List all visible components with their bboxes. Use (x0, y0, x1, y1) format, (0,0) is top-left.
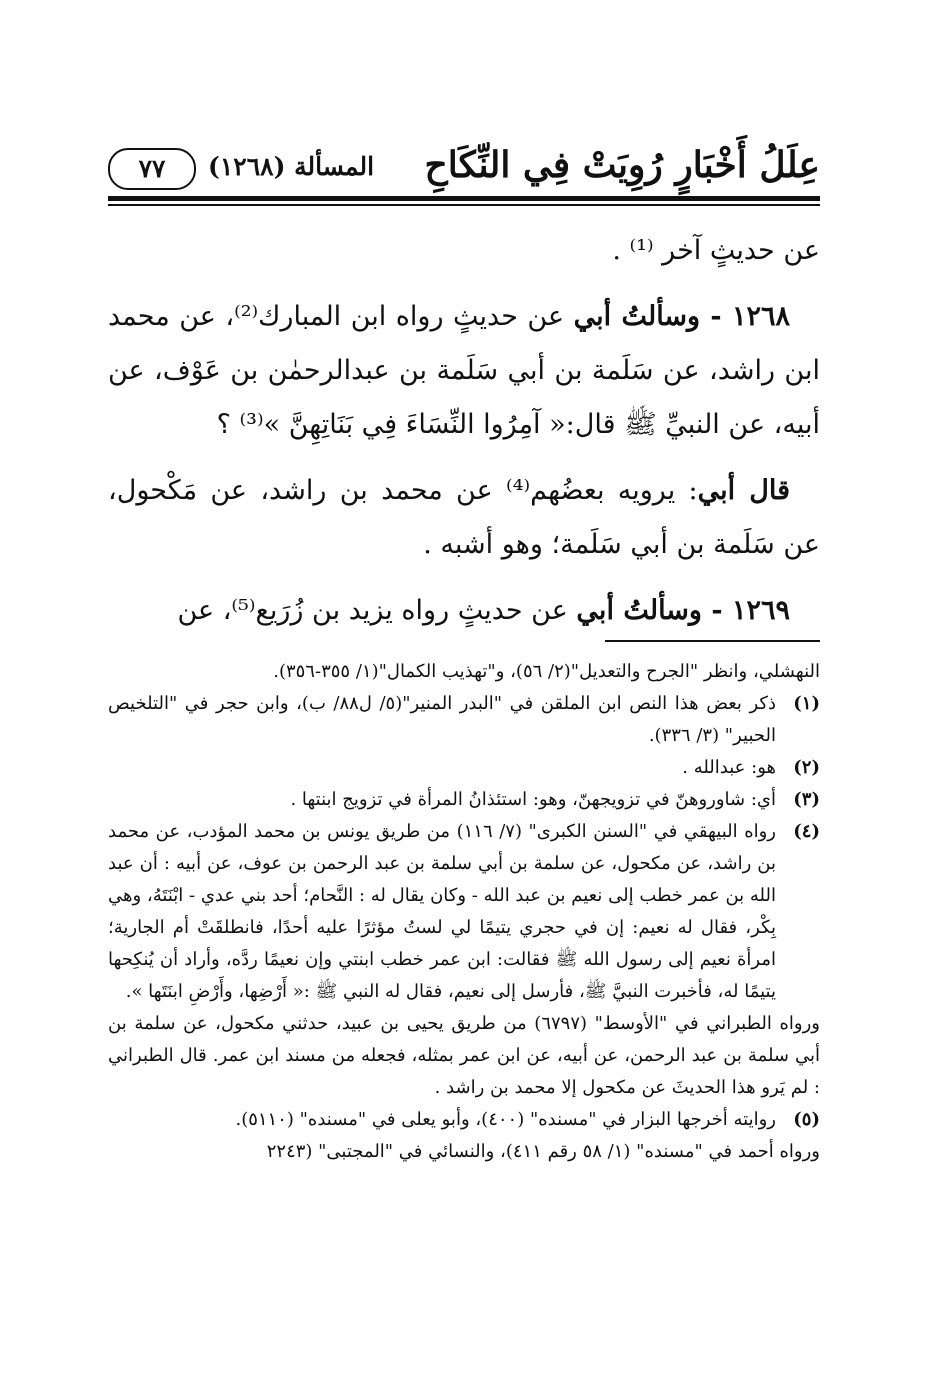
paragraph-continuation: عن حديثٍ آخر ⁽¹⁾ . (612, 235, 820, 266)
issue-1269-paragraph (108, 584, 820, 638)
footnotes (108, 656, 820, 1168)
issue-1269-lead: ١٢٦٩ - وسألتُ أبي (576, 595, 790, 626)
running-header (108, 140, 820, 190)
footnote-5-continuation: ورواه أحمد في "مسنده" (١/ ٥٨ رقم ٤١١)، والنسائي في "المجتبى" (٢٢٤٣ (266, 1141, 820, 1162)
footnote-3-text: أي: شاوروهنّ في تزويجهنّ، وهو: استئذانُ المرأة في تزويج ابنتها . (290, 789, 776, 810)
header-rule-thick (108, 196, 820, 201)
footnote-2 (108, 752, 820, 784)
page-number-badge: ٧٧ (108, 148, 196, 190)
father-answer-lead: قال أبي (697, 475, 790, 506)
footnote-1-text: ذكر بعض هذا النص ابن الملقن في "البدر المنير"(٥/ ل٨٨/ ب)، وابن حجر في "التلخيص الحبير" (٣/ ٣٣٦). (108, 693, 776, 746)
issue-1268-lead: ١٢٦٨ - وسألتُ أبي (573, 301, 790, 332)
footnote-4-text: رواه البيهقي في "السنن الكبرى" (٧/ ١١٦) من طريق يونس بن محمد المؤدب، عن محمد بن راشد، عن مكحول، عن سلمة بن أبي سلمة بن عبد الرحمن بن عوف، عن أبيه : أن عبد الله بن عمر خطب إلى نعيم بن عبد الله - وكان يقال له : النَّحام؛ أحد بني عدي - ابْنَتَهُ، وهي بِكْر، فقال له نعيم: إن في حجري يتيمًا لي لستُ مؤثرًا عليه أحدًا، فانطلقَتْ أم الجارية؛ امرأة نعيم إلى رسول الله ﷺ فقالت: ابن عمر خطب ابنتي وإن نعيمًا ردَّه، وأراد أن يُنكِحها يتيمًا له، فأخبرت النبيَّ ﷺ، فأرسل إلى نعيم، فقال له النبي ﷺ :« أَرْضِها، وأَرْضِ ابنَتَها ». (108, 821, 777, 1002)
footnote-5-number: (٥) (793, 1109, 820, 1130)
main-text (108, 224, 820, 638)
footnote-4-continuation: ورواه الطبراني في "الأوسط" (٦٧٩٧) من طريق يحيى بن عبيد، حدثني مكحول، عن سلمة بن أبي سلمة بن عبد الرحمن، عن أبيه، عن ابن عمر بمثله، فجعله من مسند ابن عمر. قال الطبراني : لم يَرو هذا الحديثَ عن مكحول إلا محمد بن راشد . (108, 1013, 821, 1098)
footnote-3 (108, 784, 820, 816)
footnote-1-number: (١) (793, 693, 820, 714)
footnote-2-number: (٢) (793, 757, 820, 778)
header-rule-thin (108, 204, 820, 206)
footnote-5-text: روايته أخرجها البزار في "مسنده" (٤٠٠)، وأبو يعلى في "مسنده" (٥١١٠). (235, 1109, 776, 1130)
issue-1268-text: عن حديثٍ رواه ابن المبارك⁽²⁾، عن محمد ابن راشد، عن سَلَمة بن أبي سَلَمة بن عبدالرحمٰن بن عَوْف، عن أبيه، عن النبيِّ ﷺ قال:« آمِرُوا النِّسَاءَ فِي بَنَاتِهِنَّ »⁽³⁾ ؟ (108, 301, 820, 440)
footnote-1 (108, 688, 820, 752)
issue-label: المسألة (١٢٦٨) (208, 152, 375, 181)
footnote-4-number: (٤) (793, 821, 820, 842)
father-answer-text: : يرويه بعضُهم⁽⁴⁾ عن محمد بن راشد، عن مَكْحول، عن سَلَمة بن أبي سَلَمة؛ وهو أشبه . (108, 475, 820, 560)
footnote-separator (605, 640, 820, 642)
footnote-3-number: (٣) (793, 789, 820, 810)
footnote-2-text: هو: عبدالله . (682, 757, 776, 778)
issue-1269-text: عن حديثٍ رواه يزيد بن زُرَيع⁽⁵⁾، عن (177, 595, 577, 626)
footnote-5 (108, 1104, 820, 1136)
issue-1268-paragraph (108, 290, 820, 452)
footnote-carryover: النهشلي، وانظر "الجرح والتعديل"(٢/ ٥٦)، و"تهذيب الكمال"(١/ ٣٥٥-٣٥٦). (273, 661, 820, 682)
father-answer-paragraph (108, 464, 820, 572)
book-title: عِلَلُ أَخْبَارٍ رُوِيَتْ فِي النِّكَاحِ (424, 144, 820, 186)
footnote-4 (108, 816, 820, 1008)
